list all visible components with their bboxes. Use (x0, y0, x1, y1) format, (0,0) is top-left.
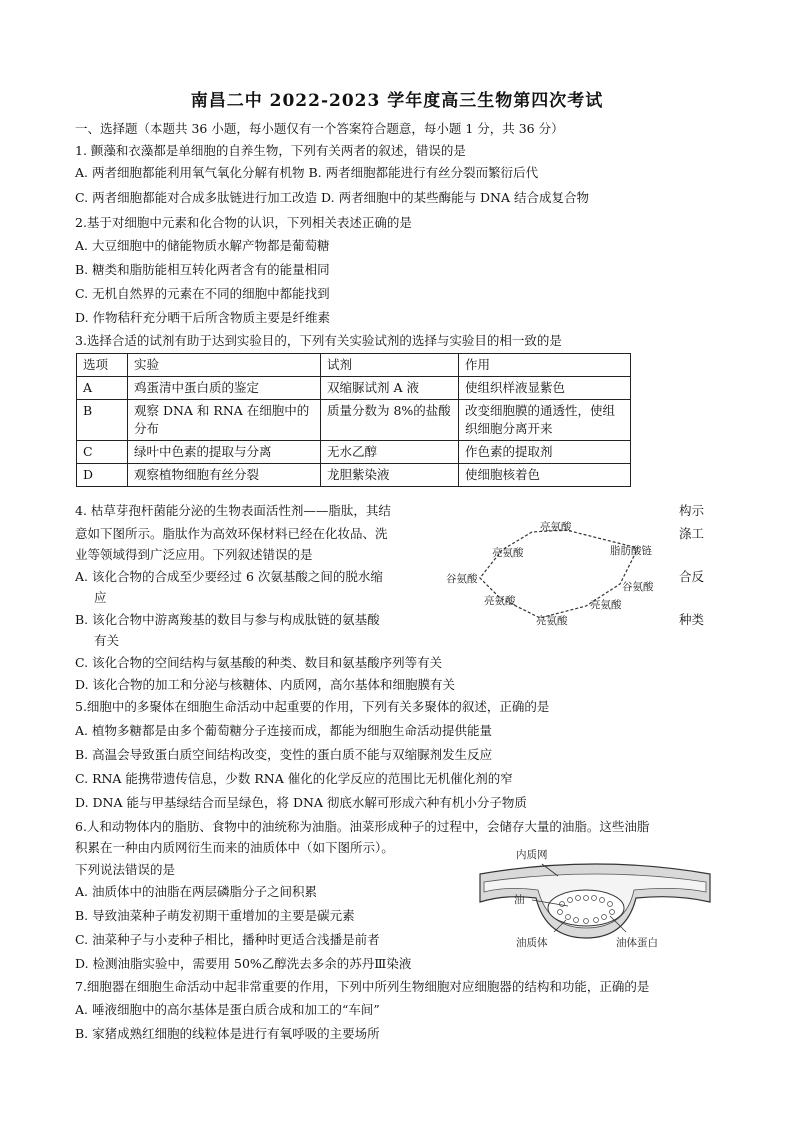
table-row (77, 464, 631, 487)
q5-option-c: C. RNA 能携带遗传信息，少数 RNA 催化的化学反应的范围比无机催化剂的窄 (75, 771, 513, 786)
section-heading: 一、选择题（本题共 36 小题，每小题仅有一个答案符合题意，每小题 1 分，共 36 分） (75, 121, 564, 136)
q6-stem-line2: 积累在一种由内质网衍生而来的油质体中（如下图所示）。 (75, 840, 394, 855)
q5-option-b: B. 高温会导致蛋白质空间结构改变，变性的蛋白质不能与双缩脲剂发生反应 (75, 747, 493, 762)
q5-option-d: D. DNA 能与甲基绿结合而呈绿色，将 DNA 彻底水解可形成六种有机小分子物质 (75, 795, 527, 810)
fig-label-er: 内质网 (516, 849, 548, 861)
q4-stem-line2: 意如下图所示。脂肽作为高效环保材料已经在化妆品、洗 (75, 526, 388, 541)
table-row (77, 441, 631, 464)
q4-stem-line1: 4. 枯草芽孢杆菌能分泌的生物表面活性剂——脂肽，其结 (75, 503, 391, 518)
fig-label-leu-top: 亮氨酸 (540, 521, 572, 533)
q4-stem-line1-end: 构示 (679, 503, 705, 518)
table-cell: 龙胆紫染液 (321, 464, 459, 487)
q4-stem-line2-end: 涤工 (679, 526, 705, 541)
fig-label-glu-left: 谷氨酸 (446, 573, 478, 585)
q6-option-a: A. 油质体中的油脂在两层磷脂分子之间积累 (75, 884, 317, 899)
table-cell: C (77, 441, 128, 464)
fig-label-leu-left: 亮氨酸 (492, 547, 524, 559)
table-cell: 观察 DNA 和 RNA 在细胞中的分布 (128, 400, 321, 441)
header-cell: 作用 (459, 354, 631, 377)
table-cell: 无水乙醇 (321, 441, 459, 464)
exam-title: 南昌二中 2022-2023 学年度高三生物第四次考试 (190, 91, 604, 111)
fig-label-fatty-acid-chain: 脂肪酸链 (610, 545, 652, 557)
q2-option-b: B. 糖类和脂肪能相互转化两者含有的能量相同 (75, 262, 330, 277)
q4-option-a-end: 合反 (679, 569, 705, 584)
q4-option-d: D. 该化合物的加工和分泌与核糖体、内质网，高尔基体和细胞膜有关 (75, 677, 456, 692)
q2-option-c: C. 无机自然界的元素在不同的细胞中都能找到 (75, 286, 330, 301)
table-cell: 绿叶中色素的提取与分离 (128, 441, 321, 464)
table-cell: 改变细胞膜的通透性，使组织细胞分离开来 (459, 400, 631, 441)
q3-options-table (76, 353, 631, 487)
q2-option-d: D. 作物秸秆充分晒干后所含物质主要是纤维素 (75, 310, 331, 325)
fig-label-leu-lower-left: 亮氨酸 (484, 595, 516, 607)
q6-option-d: D. 检测油脂实验中，需要用 50%乙醇洗去多余的苏丹Ⅲ染液 (75, 956, 412, 971)
q4-stem-line3: 业等领域得到广泛应用。下列叙述错误的是 (75, 547, 313, 562)
q4-option-a: A. 该化合物的合成至少要经过 6 次氨基酸之间的脱水缩 (75, 569, 383, 584)
q7-option-a: A. 唾液细胞中的高尔基体是蛋白质合成和加工的“车间” (75, 1002, 380, 1017)
fig-label-oil-body: 油质体 (516, 937, 548, 949)
table-row (77, 377, 631, 400)
fig-label-leu-lower-right: 亮氨酸 (590, 599, 622, 611)
lipopeptide-structure-figure (440, 510, 675, 635)
q7-stem: 7.细胞器在细胞生命活动中起非常重要的作用，下列中所列生物细胞对应细胞器的结构和功能，正确的是 (75, 979, 650, 994)
table-cell: 使细胞核着色 (459, 464, 631, 487)
q4-option-c: C. 该化合物的空间结构与氨基酸的种类、数目和氨基酸序列等有关 (75, 655, 443, 670)
table-row (77, 400, 631, 441)
q6-stem-line1: 6.人和动物体内的脂肪、食物中的油统称为油脂。油菜形成种子的过程中，会储存大量的油脂。这些油脂 (75, 819, 650, 834)
q1-stem: 1. 颤藻和衣藻都是单细胞的自养生物，下列有关两者的叙述，错误的是 (75, 143, 466, 158)
oil-body-figure (476, 842, 716, 950)
q6-option-b: B. 导致油菜种子萌发初期干重增加的主要是碳元素 (75, 908, 355, 923)
table-cell: 质量分数为 8%的盐酸 (321, 400, 459, 441)
table-cell: A (77, 377, 128, 400)
q4-option-a-cont: 应 (94, 590, 107, 605)
q4-option-b-cont: 有关 (94, 633, 120, 648)
table-cell: 作色素的提取剂 (459, 441, 631, 464)
header-cell: 试剂 (321, 354, 459, 377)
table-cell: B (77, 400, 128, 441)
table-cell: D (77, 464, 128, 487)
q6-option-c: C. 油菜种子与小麦种子相比，播种时更适合浅播是前者 (75, 932, 380, 947)
q1-options-cd: C. 两者细胞都能对合成多肽链进行加工改造 D. 两者细胞中的某些酶能与 DNA 结合成复合物 (75, 190, 589, 205)
q6-stem-line3: 下列说法错误的是 (75, 862, 176, 877)
q2-stem: 2.基于对细胞中元素和化合物的认识，下列相关表述正确的是 (75, 215, 412, 230)
fig-label-glu-right: 谷氨酸 (622, 581, 654, 593)
fig-label-leu-bottom: 亮氨酸 (536, 615, 568, 627)
table-cell: 使组织样液显紫色 (459, 377, 631, 400)
q7-option-b: B. 家猪成熟红细胞的线粒体是进行有氧呼吸的主要场所 (75, 1026, 380, 1041)
q5-stem: 5.细胞中的多聚体在细胞生命活动中起重要的作用，下列有关多聚体的叙述，正确的是 (75, 699, 550, 714)
fig-label-oil-body-protein: 油体蛋白 (616, 937, 658, 949)
q1-options-ab: A. 两者细胞都能利用氧气氧化分解有机物 B. 两者细胞都能进行有丝分裂而繁衍后代 (75, 165, 539, 180)
table-cell: 鸡蛋清中蛋白质的鉴定 (128, 377, 321, 400)
q2-option-a: A. 大豆细胞中的储能物质水解产物都是葡萄糖 (75, 238, 330, 253)
q5-option-a: A. 植物多糖都是由多个葡萄糖分子连接而成，都能为细胞生命活动提供能量 (75, 723, 492, 738)
table-header-row (77, 354, 631, 377)
q4-option-b: B. 该化合物中游离羧基的数目与参与构成肽链的氨基酸 (75, 612, 380, 627)
header-cell: 实验 (128, 354, 321, 377)
header-cell: 选项 (77, 354, 128, 377)
table-cell: 观察植物细胞有丝分裂 (128, 464, 321, 487)
q4-option-b-end: 种类 (679, 612, 705, 627)
fig-label-oil: 油 (514, 894, 525, 906)
q3-stem: 3.选择合适的试剂有助于达到实验目的，下列有关实验试剂的选择与实验目的相一致的是 (75, 333, 562, 348)
table-cell: 双缩脲试剂 A 液 (321, 377, 459, 400)
